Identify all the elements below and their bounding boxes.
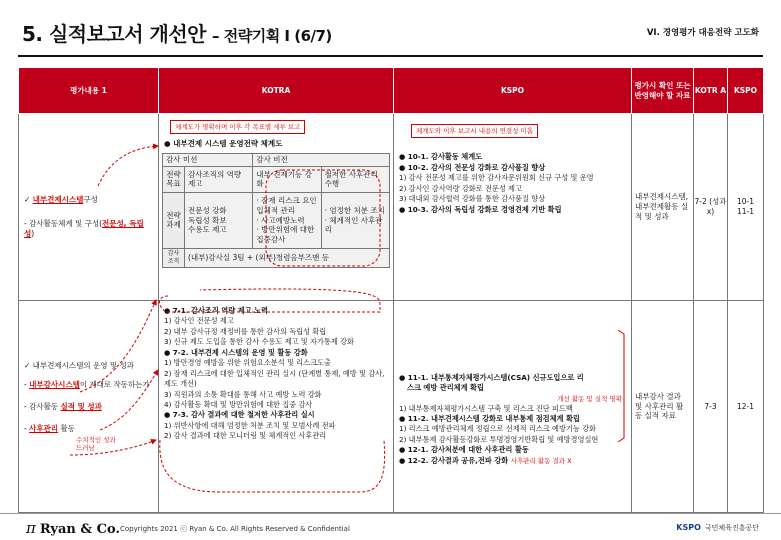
table-row bbox=[19, 301, 764, 513]
kspo-line: ● 11-2. 내부견제시스템 강화로 내부통제 점검체계 확립 bbox=[399, 413, 580, 423]
eval-item bbox=[24, 219, 153, 239]
kspo-line: ● 10-3. 감사의 독립성 강화로 경영견제 기반 확립 bbox=[399, 204, 562, 214]
kotra-line: 2) 내부 감사규정 재정비를 통한 감사의 독립성 확립 bbox=[164, 326, 327, 336]
kotra-cell-2 bbox=[159, 301, 394, 513]
kotra-heading: ● 내부견제 시스템 운영전략 체계도 bbox=[164, 139, 283, 149]
pi-symbol-icon: π bbox=[26, 519, 36, 537]
kotra-heading-text: 내부견제 시스템 운영전략 체계도 bbox=[173, 139, 283, 149]
kotra-line: ● 7-1. 감사조직 역량 제고 노력 bbox=[164, 306, 268, 315]
comparison-table bbox=[18, 67, 764, 513]
kotra-line-text: 7-2. 내부견제 시스템의 운영 및 활동 강화 bbox=[172, 347, 308, 357]
header-kspo-ref: KSPO bbox=[728, 68, 764, 114]
kspo-line: ● 11-1. 내부통제자체평가시스템(CSA) 신규도입으로 리 bbox=[399, 372, 584, 382]
eval-keyword: 사후관리 bbox=[29, 423, 59, 433]
kspo-ref-1: 10-1 11-1 bbox=[728, 114, 764, 301]
title-sub: – 전략기획 I (6/7) bbox=[212, 27, 332, 45]
header-materials: 평가시 확인 또는 반영해야 할 자료 bbox=[632, 68, 694, 114]
kotra-line: 2) 감사 결과에 대한 모니터링 및 체계적인 사후관리 bbox=[164, 431, 327, 441]
eval-text: 이 제대로 작동하는가 bbox=[79, 380, 150, 390]
goal-item: 철저한 사후관리 수행 bbox=[321, 166, 389, 192]
materials-cell-1: 내부견제시스템, 내부견제활동 실적 및 성과 bbox=[632, 114, 694, 301]
kspo-ref-2: 12-1 bbox=[728, 301, 764, 513]
kspo-line: 2) 내부통제 감사활동강화로 투명경영기반확립 및 예방경영실현 bbox=[399, 434, 599, 444]
eval-item bbox=[24, 361, 153, 371]
eval-text: - 감사활동체계 및 구성( bbox=[24, 219, 102, 229]
kotra-ref-1: 7-2 (성과x) bbox=[694, 114, 728, 301]
kotra-line: 1) 위반사항에 대해 엄정한 처분 조치 및 모범사례 전파 bbox=[164, 420, 336, 430]
copyright-text: Copyrights 2021 ⓒ Ryan & Co. All Rights Reserved & Confidential bbox=[120, 525, 350, 533]
header-kspo: KSPO bbox=[394, 68, 632, 114]
kspo-line-text: 11-1. 내부통제자체평가시스템(CSA) 신규도입으로 리 bbox=[407, 372, 584, 382]
kotra-line: 2) 잠재 리스크에 대한 입체적인 관리 실시 (단계별 통제, 예방 및 감사, 제도 개선) bbox=[164, 368, 385, 389]
kspo-line-text: 12-2. 감사결과 공유,전파 강화 bbox=[407, 455, 509, 465]
eval-note: 수치적인 성과 드러남 bbox=[76, 435, 116, 452]
eval-keyword: 내부감사시스템 bbox=[29, 380, 80, 390]
kspo-callout: 체계도와 이후 보고서 내용의 연결성 미흡 bbox=[411, 124, 538, 138]
goal-label: 전략목표 bbox=[163, 166, 185, 192]
task-item: 전문성 강화 독립성 확보 수용도 제고 bbox=[185, 192, 253, 248]
check-icon: ✓ bbox=[24, 195, 33, 205]
task-item: · 엄정한 처분 조치 · 체계적인 사후관리 bbox=[321, 192, 389, 248]
kotra-line-text: 7-3. 감사 결과에 대한 철저한 사후관리 실시 bbox=[172, 410, 315, 420]
goal-item: 내부 견제기능 강화 bbox=[253, 166, 321, 192]
title-rule bbox=[18, 55, 763, 57]
kotra-line: 1) 감사인 전문성 제고 bbox=[164, 316, 234, 326]
kspo-line: ● 10-1. 감사활동 체계도 bbox=[399, 152, 483, 162]
kotra-line: 3) 직원과의 소통 확대를 통해 사고 예방 노력 강화 bbox=[164, 389, 322, 399]
header-kotra: KOTRA bbox=[159, 68, 394, 114]
kotra-line: 1) 방만경영 예방을 위한 위험요소분석 및 리스크도출 bbox=[164, 358, 331, 368]
kotra-callout: 체계도가 명확하며 이후 각 목표별 세부 보고 bbox=[170, 120, 305, 134]
kspo-org-name: 국민체육진흥공단 bbox=[704, 524, 759, 532]
kspo-cell-1 bbox=[394, 114, 632, 301]
kspo-line-text: 11-2. 내부견제시스템 강화로 내부통제 점검체계 확립 bbox=[407, 413, 580, 423]
kspo-cell-2 bbox=[394, 301, 632, 513]
eval-text: ) bbox=[31, 228, 35, 238]
org-label: 감사조직 bbox=[163, 248, 185, 267]
kspo-line: ● 10-2. 감사의 전문성 강화로 감사품질 향상 bbox=[399, 162, 546, 172]
check-icon: ✓ bbox=[24, 360, 33, 370]
materials-cell-2: 내부감사 결과 및 사후관리 활동 실적 자료 bbox=[632, 301, 694, 513]
eval-item bbox=[24, 402, 153, 412]
vision-label: 감사 비전 bbox=[253, 154, 390, 167]
eval-keyword: 내부견제시스템 bbox=[32, 195, 84, 205]
header-kotra-ref: KOTR A bbox=[694, 68, 728, 114]
table-header-row bbox=[19, 68, 764, 114]
kotra-ref-2: 7-3 bbox=[694, 301, 728, 513]
kspo-line: 1) 감사 전문성 제고를 위한 감사자문위원회 신규 구성 및 운영 bbox=[399, 173, 594, 183]
eval-item: - 사후관리 활동 bbox=[24, 423, 75, 433]
kspo-line: ● 12-1. 감사처분에 대한 사후관리 활동 bbox=[399, 445, 529, 455]
table-row bbox=[19, 114, 764, 301]
kspo-line-text: 10-1. 감사활동 체계도 bbox=[407, 152, 483, 162]
kotra-line: 4) 감사활동 확대 및 방만위험에 대한 집중 감사 bbox=[164, 399, 313, 409]
kotra-line: ● 7-2. 내부견제 시스템의 운영 및 활동 강화 bbox=[164, 347, 308, 357]
kotra-line: 3) 신규 제도 도입을 통한 감사 수용도 제고 및 자가통제 강화 bbox=[164, 337, 354, 347]
eval-item bbox=[24, 195, 153, 205]
org-value: (내부)감사실 3팀 + (외부)청렴옴부즈맨 등 bbox=[185, 248, 390, 267]
kspo-line-text: 10-3. 감사의 독립성 강화로 경영견제 기반 확립 bbox=[407, 204, 562, 214]
task-label: 전략과제 bbox=[163, 192, 185, 248]
kotra-cell-1 bbox=[159, 114, 394, 301]
kotra-line: ● 7-3. 감사 결과에 대한 철저한 사후관리 실시 bbox=[164, 410, 315, 420]
kspo-line: 1) 리스크 예방관리체계 정립으로 선제적 리스크 예방기능 강화 bbox=[399, 424, 596, 434]
kspo-line: 3) 대내외 감사협력 강화를 통한 감사품질 향상 bbox=[399, 194, 546, 204]
eval-keyword: 전문성, 독립성 bbox=[24, 219, 144, 238]
eval-text: 내부견제시스템의 운영 및 성과 bbox=[32, 360, 135, 370]
kspo-line: 2) 감사인 감사역량 강화로 전문성 제고 bbox=[399, 183, 522, 193]
kspo-line: 1) 내부통제자체평가시스템 구축 및 리스크 진단 피드백 bbox=[399, 403, 573, 413]
eval-text: 활동 bbox=[58, 423, 75, 433]
footer-rule bbox=[0, 513, 781, 514]
goal-item: 감사조직의 역량 제고 bbox=[185, 166, 253, 192]
eval-item: - 내부감사시스템이 제대로 작동하는가 bbox=[24, 380, 150, 390]
logo-text: Ryan & Co. bbox=[39, 522, 120, 537]
kspo-note-red: 사후관리 활동 결과 X bbox=[510, 456, 572, 465]
kotra-strategy-chart bbox=[162, 153, 390, 267]
header-eval: 평가내용 1 bbox=[19, 68, 159, 114]
kotra-line-text: 7-1. 감사조직 역량 제고 노력 bbox=[172, 306, 268, 315]
kspo-callout-mid: 개선 활동 및 실적 명확 bbox=[557, 394, 622, 403]
section-label: VI. 경영평가 대응전략 고도화 bbox=[646, 28, 759, 38]
kspo-line: ● 12-2. 감사결과 공유,전파 강화 사후관리 활동 결과 X bbox=[399, 455, 572, 465]
kspo-line: 스크 예방 관리체계 확립 bbox=[407, 383, 484, 393]
eval-text: 구성 bbox=[83, 195, 98, 205]
kspo-logo bbox=[676, 523, 759, 533]
mission-label: 감사 미션 bbox=[163, 154, 253, 167]
title-main: 5. 실적보고서 개선안 bbox=[22, 22, 206, 46]
page-title bbox=[22, 18, 332, 47]
eval-cell-2 bbox=[19, 301, 159, 513]
ryan-logo bbox=[26, 519, 120, 537]
eval-cell-1 bbox=[19, 114, 159, 301]
kspo-logo-text: KSPO bbox=[676, 523, 701, 532]
eval-keyword: 실적 및 성과 bbox=[60, 402, 102, 412]
task-item: · 잠재 리스크 요인 입체적 관리 · 사고예방노력 · 방만위험에 대한 집중감사 bbox=[253, 192, 321, 248]
kspo-line-text: 12-1. 감사처분에 대한 사후관리 활동 bbox=[407, 445, 529, 455]
kspo-line-text: 10-2. 감사의 전문성 강화로 감사품질 향상 bbox=[407, 162, 546, 172]
eval-text: - 감사활동 bbox=[24, 402, 61, 412]
